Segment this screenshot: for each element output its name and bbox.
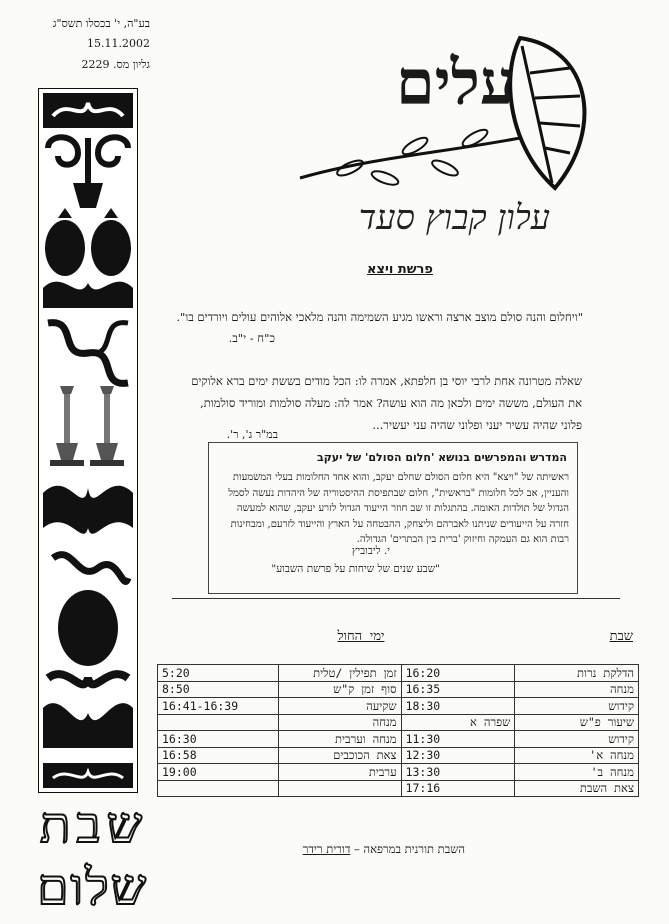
table-row — [158, 714, 639, 731]
table-row — [158, 665, 639, 682]
weekday-time: 8:50 — [158, 681, 279, 698]
table-row — [158, 764, 639, 781]
shabbat-label: מנחה ב' — [515, 764, 639, 781]
schedule-table — [157, 664, 639, 797]
weekday-label: מנחה וערבית — [278, 731, 401, 748]
weekday-time — [158, 714, 279, 731]
weekday-label: ערבית — [278, 764, 401, 781]
shabbat-time: 13:30 — [401, 764, 515, 781]
issue-number: גליון מס. 2229 — [81, 58, 150, 71]
weekday-label: צאת הכוכבים — [278, 747, 401, 764]
box-body: ראשיתה של "ויצא" היא חלום הסולם שחלם יעקב, והוא אחד החלומות בעלי המשמעות והעניין, אב לכל חלומות "בראשית", חלום שבתפיסת ההיסטוריה של היהדות נעשה לסמל הגדול של תולדות האומה. בהתגלות זו שב חוזר הייעוד הגדול לזרע יעקב, שהוא למעשה חזרה על הייעודים שניתנו לאברהם וליצחק, ההבטחה על הארץ והייעוד לזרעם, ומבחינות רבות הוא גם העמקה וחיזוק 'ברית בין הבתרים' הגדולה. — [228, 472, 569, 545]
table-row — [158, 698, 639, 715]
verse-ref: כ"ח - י"ב. — [228, 331, 275, 345]
weekday-time: 16:41-16:39 — [158, 698, 279, 715]
shabbat-time: 18:30 — [401, 698, 515, 715]
banner-shabbat: שבת — [40, 796, 148, 854]
table-row — [158, 747, 639, 764]
weekday-label: שקיעה — [278, 698, 401, 715]
decorative-strip — [38, 88, 138, 793]
shabbat-label: צאת השבת — [515, 780, 639, 797]
date-gregorian: 15.11.2002 — [87, 37, 150, 50]
weekday-header: ימי החול — [337, 629, 385, 644]
table-row — [158, 681, 639, 698]
table-row — [158, 731, 639, 748]
shabbat-label: מנחה — [515, 681, 639, 698]
weekday-time — [158, 780, 279, 797]
masthead-logo — [290, 18, 610, 203]
weekday-time: 16:58 — [158, 747, 279, 764]
shabbat-label: קידוש — [515, 698, 639, 715]
shabbat-time: 16:20 — [401, 665, 515, 682]
shabbat-label: הדלקת נרות — [515, 665, 639, 682]
verse-text: "ויחלום והנה סולם מוצב ארצה וראשו מגיע השמימה והנה מלאכי אלוהים עולים ויורדים בו". — [176, 310, 583, 324]
duty-note-prefix: השבת תורנית במרפאה – — [354, 842, 465, 856]
shabbat-label: שיעור פ"ש — [515, 714, 639, 731]
commentary-box — [208, 442, 578, 594]
midrash-ref: במ"ר ג', ר'. — [226, 428, 278, 441]
weekday-label: זמן תפילין /טלית — [278, 665, 401, 682]
weekday-label: סוף זמן ק"ש — [278, 681, 401, 698]
banner-shalom: שלום — [37, 858, 148, 916]
shabbat-label: קידוש — [515, 731, 639, 748]
shabbat-time: 16:35 — [401, 681, 515, 698]
shabbat-header: שבת — [609, 629, 633, 644]
logo-text: עלים — [395, 46, 515, 119]
duty-note — [205, 842, 465, 856]
weekday-label — [278, 780, 401, 797]
box-source: "שבע שנים של שיחות על פרשת השבוע" — [271, 563, 440, 575]
divider — [172, 598, 620, 599]
duty-note-name: דורית רידר — [302, 842, 351, 856]
masthead-subtitle: עלון קבוץ סעד — [358, 198, 550, 238]
weekday-label: מנחה — [278, 714, 401, 731]
date-hebrew: בע"ה, י' בכסלו תשס"ג — [52, 17, 150, 30]
weekday-time: 19:00 — [158, 764, 279, 781]
shabbat-time: 11:30 — [401, 731, 515, 748]
shabbat-time: 17:16 — [401, 780, 515, 797]
box-title: המדרש והמפרשים בנושא 'חלום הסולם' של יעקב — [316, 451, 567, 464]
parasha-title: פרשת ויצא — [367, 262, 433, 277]
shabbat-time: 12:30 — [401, 747, 515, 764]
weekday-time: 5:20 — [158, 665, 279, 682]
table-row — [158, 780, 639, 797]
box-signature: י. ליבוביץ — [351, 545, 390, 557]
shabbat-label: מנחה א' — [515, 747, 639, 764]
weekday-time: 16:30 — [158, 731, 279, 748]
shabbat-time: שפרה א — [401, 714, 515, 731]
midrash-text: שאלה מטרונה אחת לרבי יוסי בן חלפתא, אמרה לו: הכל מודים בששת ימים ברא אלוקים את העולם, מששה ימים ולכאן מה הוא עושה? אמר לה: מעלה סולמות ומוריד סולמות, פלוני שהיה עשיר יעני ופלוני שהיה עני יעשיר... — [191, 374, 582, 432]
